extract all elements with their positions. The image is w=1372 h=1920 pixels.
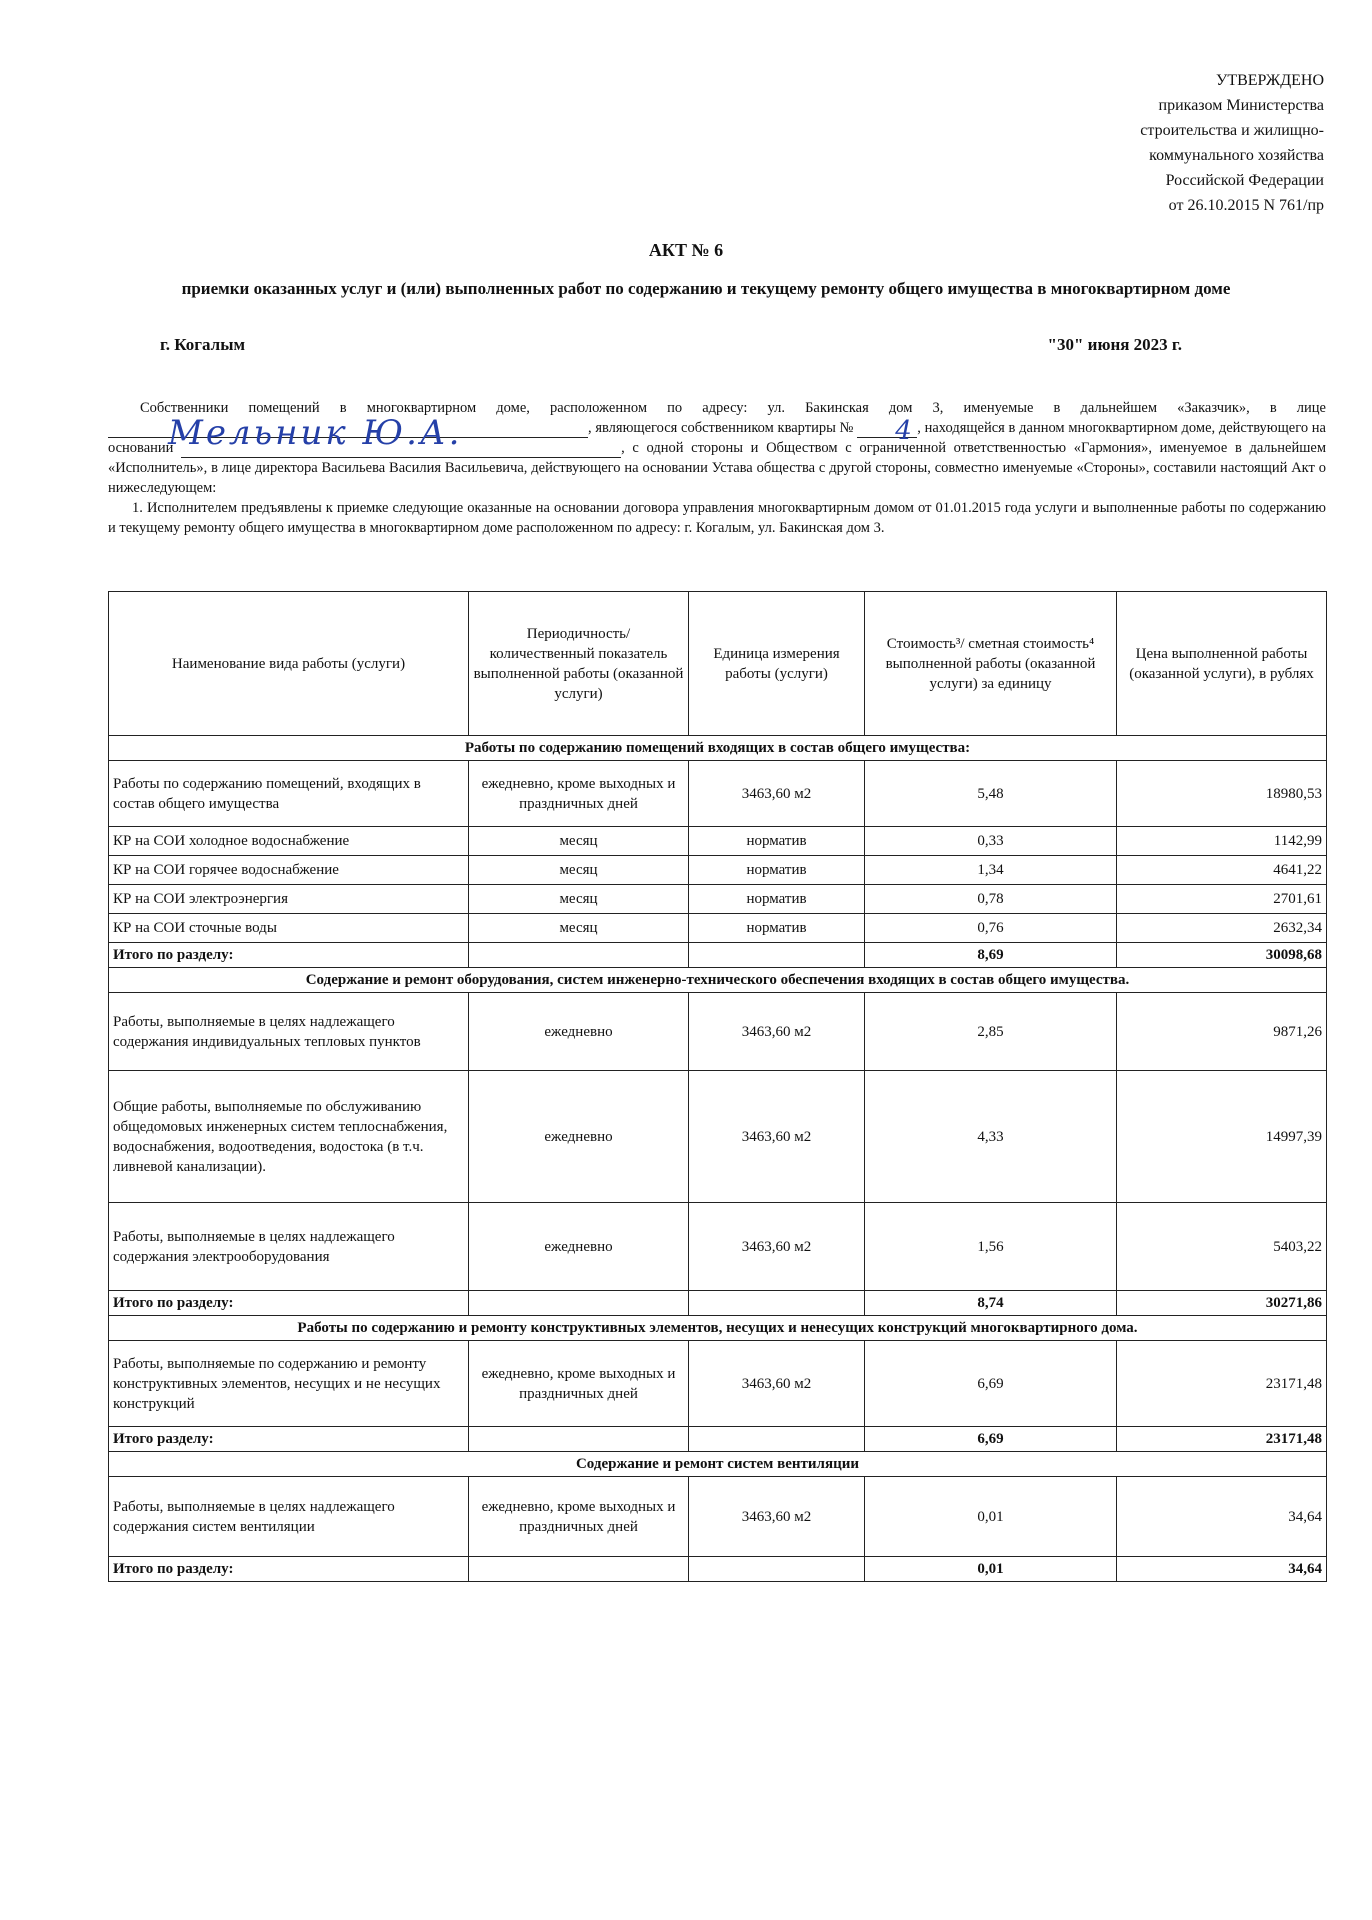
act-subtitle: приемки оказанных услуг и (или) выполненных работ по содержанию и текущему ремонту общего имущества в многоквартирном доме <box>181 279 1231 298</box>
header-period: Периодичность/ количественный показатель выполненной работы (оказанной услуги) <box>469 592 689 736</box>
table-row <box>109 914 1327 943</box>
cell-name: КР на СОИ холодное водоснабжение <box>109 827 469 856</box>
approval-line: УТВЕРЖДЕНО <box>1215 72 1324 89</box>
total-price: 23171,48 <box>1117 1427 1327 1452</box>
section-title: Содержание и ремонт оборудования, систем инженерно-технического обеспечения входящих в состав общего имущества. <box>109 968 1327 993</box>
cell-cost: 0,78 <box>865 885 1117 914</box>
total-label: Итого по разделу: <box>109 1291 469 1316</box>
cell-period: ежедневно <box>469 993 689 1071</box>
approval-stamp-block <box>1004 68 1324 218</box>
act-city: г. Когалым <box>160 335 246 354</box>
total-price: 30098,68 <box>1117 943 1327 968</box>
preamble <box>108 398 1326 538</box>
total-label: Итого разделу: <box>109 1427 469 1452</box>
cell-period: месяц <box>469 914 689 943</box>
header-price: Цена выполненной работы (оказанной услуги), в рублях <box>1117 592 1327 736</box>
cell-period: ежедневно <box>469 1203 689 1291</box>
cell-period: месяц <box>469 885 689 914</box>
cell-name: Общие работы, выполняемые по обслуживанию общедомовых инженерных систем теплоснабжения, водоснабжения, водоотведения, водостока (в т.ч. ливневой канализации). <box>109 1071 469 1203</box>
section-title-row <box>109 1316 1327 1341</box>
preamble-text: , с одной стороны и Обществом с ограниченной ответственностью «Гармония», именуемое в дальнейшем «Исполнитель», в лице директора Васильева Василия Васильевича, действующего на основании Устава общества с другой стороны, совместно именуемые «Стороны», составили настоящий Акт о нижеследующем: <box>108 440 1326 496</box>
approval-line: строительства и жилищно- <box>1140 122 1324 139</box>
section-title-row <box>109 736 1327 761</box>
total-cost: 0,01 <box>865 1557 1117 1582</box>
table-row <box>109 1071 1327 1203</box>
cell-unit: норматив <box>689 856 865 885</box>
section-title: Работы по содержанию и ремонту конструктивных элементов, несущих и ненесущих конструкций многоквартирного дома. <box>109 1316 1327 1341</box>
table-header-row <box>109 592 1327 736</box>
approval-line: Российской Федерации <box>1165 172 1324 189</box>
table-row <box>109 885 1327 914</box>
table-row <box>109 1203 1327 1291</box>
cell-price: 18980,53 <box>1117 761 1327 827</box>
basis-field <box>181 441 621 458</box>
total-price: 30271,86 <box>1117 1291 1327 1316</box>
act-title: АКТ № 6 <box>648 240 724 260</box>
cell-unit: норматив <box>689 914 865 943</box>
cell-price: 14997,39 <box>1117 1071 1327 1203</box>
cell-price: 34,64 <box>1117 1477 1327 1557</box>
total-price: 34,64 <box>1117 1557 1327 1582</box>
approval-line: приказом Министерства <box>1158 97 1324 114</box>
cell-cost: 0,76 <box>865 914 1117 943</box>
table-row <box>109 1341 1327 1427</box>
cell-cost: 0,33 <box>865 827 1117 856</box>
cell-name: Работы, выполняемые в целях надлежащего содержания систем вентиляции <box>109 1477 469 1557</box>
owner-name-field <box>108 413 588 453</box>
act-date: "30" июня 2023 г. <box>1047 335 1182 354</box>
preamble-text: Собственники помещений в многоквартирном доме, расположенном по адресу: ул. Бакинская дом 3, именуемые в дальнейшем «Заказчик», в лице <box>140 400 1326 416</box>
cell-unit: 3463,60 м2 <box>689 761 865 827</box>
cell-cost: 1,56 <box>865 1203 1117 1291</box>
approval-line: от 26.10.2015 N 761/пр <box>1168 197 1324 214</box>
total-cost: 8,74 <box>865 1291 1117 1316</box>
cell-price: 1142,99 <box>1117 827 1327 856</box>
cell-unit: 3463,60 м2 <box>689 1341 865 1427</box>
section-total-row <box>109 1557 1327 1582</box>
table-row <box>109 856 1327 885</box>
cell-cost: 0,01 <box>865 1477 1117 1557</box>
table-row <box>109 1477 1327 1557</box>
cell-period: ежедневно, кроме выходных и праздничных дней <box>469 1341 689 1427</box>
cell-cost: 5,48 <box>865 761 1117 827</box>
header-name: Наименование вида работы (услуги) <box>109 592 469 736</box>
cell-price: 23171,48 <box>1117 1341 1327 1427</box>
cell-name: КР на СОИ электроэнергия <box>109 885 469 914</box>
approval-line: коммунального хозяйства <box>1149 147 1324 164</box>
works-table <box>108 591 1327 1582</box>
section-title-row <box>109 968 1327 993</box>
cell-name: КР на СОИ сточные воды <box>109 914 469 943</box>
preamble-text: , находящейся в данном многоквартирном доме, действующего на основании <box>108 420 1326 456</box>
cell-price: 2701,61 <box>1117 885 1327 914</box>
cell-name: КР на СОИ горячее водоснабжение <box>109 856 469 885</box>
section-total-row <box>109 1427 1327 1452</box>
cell-price: 4641,22 <box>1117 856 1327 885</box>
cell-name: Работы по содержанию помещений, входящих в состав общего имущества <box>109 761 469 827</box>
cell-price: 2632,34 <box>1117 914 1327 943</box>
cell-period: ежедневно <box>469 1071 689 1203</box>
preamble-text: , являющегося собственником квартиры № <box>588 420 854 436</box>
preamble-paragraph-1 <box>108 398 1326 498</box>
section-total-row <box>109 1291 1327 1316</box>
cell-price: 5403,22 <box>1117 1203 1327 1291</box>
cell-period: месяц <box>469 856 689 885</box>
cell-cost: 1,34 <box>865 856 1117 885</box>
cell-name: Работы, выполняемые в целях надлежащего содержания индивидуальных тепловых пунктов <box>109 993 469 1071</box>
cell-period: ежедневно, кроме выходных и праздничных дней <box>469 761 689 827</box>
cell-period: ежедневно, кроме выходных и праздничных дней <box>469 1477 689 1557</box>
cell-unit: норматив <box>689 885 865 914</box>
table-row <box>109 761 1327 827</box>
apartment-number-field <box>857 416 917 446</box>
total-label: Итого по разделу: <box>109 1557 469 1582</box>
apartment-number-handwritten: 4 <box>895 416 912 446</box>
cell-cost: 4,33 <box>865 1071 1117 1203</box>
cell-unit: 3463,60 м2 <box>689 1477 865 1557</box>
total-label: Итого по разделу: <box>109 943 469 968</box>
cell-name: Работы, выполняемые по содержанию и ремонту конструктивных элементов, несущих и не несущих конструкций <box>109 1341 469 1427</box>
preamble-paragraph-2: 1. Исполнителем предъявлены к приемке следующие оказанные на основании договора управления многоквартирным домом от 01.01.2015 года услуги и выполненные работы по содержанию и текущему ремонту общего имущества в многоквартирном доме расположенном по адресу: г. Когалым, ул. Бакинская дом 3. <box>108 500 1326 536</box>
table-row <box>109 993 1327 1071</box>
section-total-row <box>109 943 1327 968</box>
cell-unit: 3463,60 м2 <box>689 993 865 1071</box>
cell-price: 9871,26 <box>1117 993 1327 1071</box>
header-unit: Единица измерения работы (услуги) <box>689 592 865 736</box>
table-row <box>109 827 1327 856</box>
cell-cost: 6,69 <box>865 1341 1117 1427</box>
cell-unit: 3463,60 м2 <box>689 1071 865 1203</box>
owner-signature-handwritten: Мельник Ю.А. <box>168 413 463 453</box>
section-title: Работы по содержанию помещений входящих в состав общего имущества: <box>109 736 1327 761</box>
section-title-row <box>109 1452 1327 1477</box>
cell-cost: 2,85 <box>865 993 1117 1071</box>
total-cost: 6,69 <box>865 1427 1117 1452</box>
section-title: Содержание и ремонт систем вентиляции <box>109 1452 1327 1477</box>
cell-name: Работы, выполняемые в целях надлежащего содержания электрооборудования <box>109 1203 469 1291</box>
cell-unit: норматив <box>689 827 865 856</box>
total-cost: 8,69 <box>865 943 1117 968</box>
cell-unit: 3463,60 м2 <box>689 1203 865 1291</box>
header-cost: Стоимость³/ сметная стоимость⁴ выполненной работы (оказанной услуги) за единицу <box>865 592 1117 736</box>
cell-period: месяц <box>469 827 689 856</box>
